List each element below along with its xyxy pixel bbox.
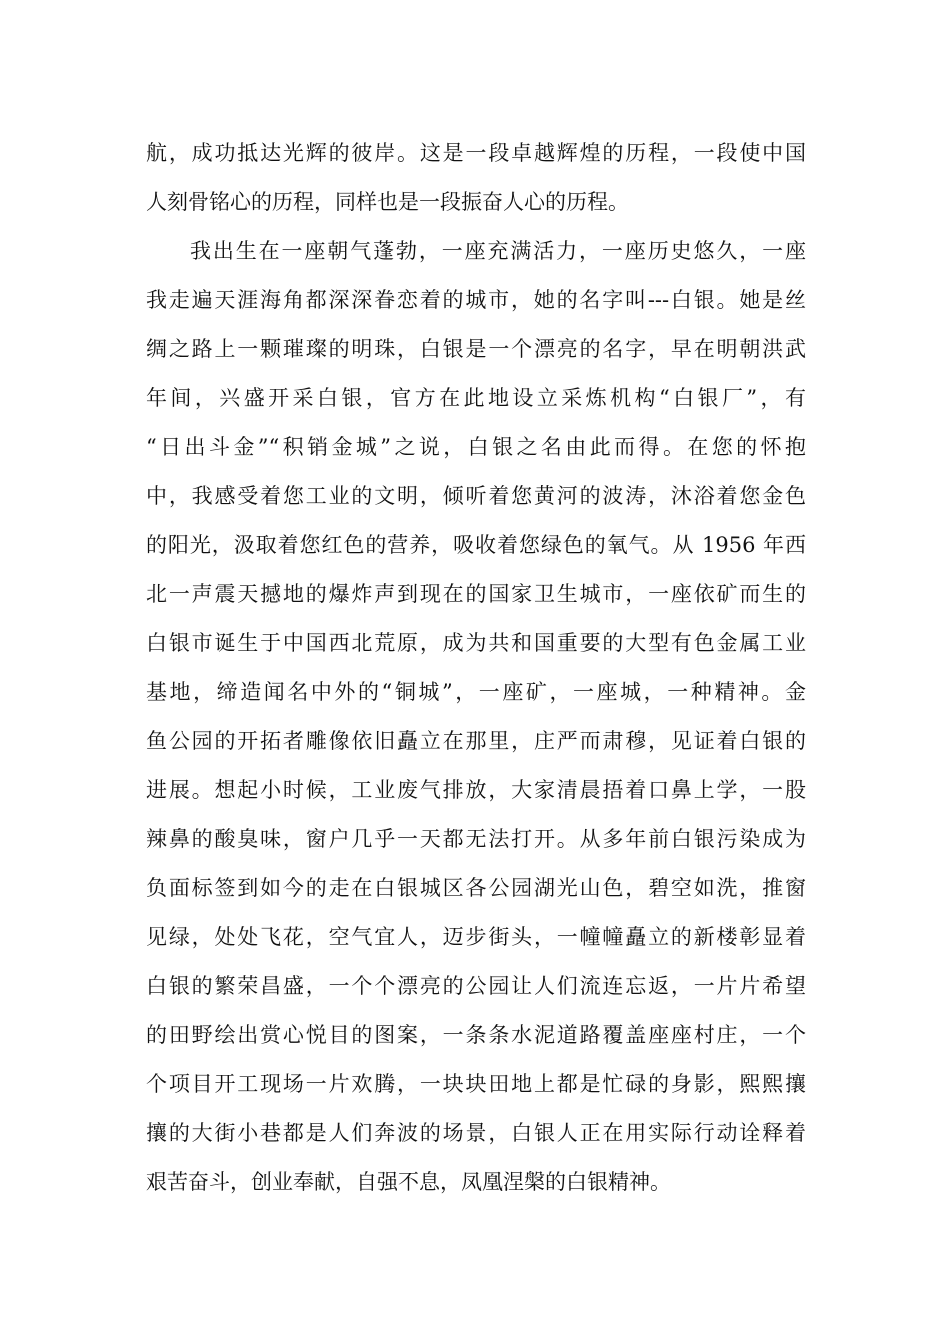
paragraph-2 — [146, 227, 806, 1207]
text-line: 中，我感受着您工业的文明，倾听着您黄河的波涛，沐浴着您金色 — [146, 484, 806, 508]
text-line: 艰苦奋斗，创业奉献，自强不息，凤凰涅槃的白银精神。 — [146, 1170, 671, 1194]
text-line: 见绿，处处飞花，空气宜人，迈步街头，一幢幢矗立的新楼彰显着 — [146, 925, 806, 949]
text-line: 白银市诞生于中国西北荒原，成为共和国重要的大型有色金属工业 — [146, 631, 806, 655]
text-line: 负面标签到如今的走在白银城区各公园湖光山色，碧空如洗，推窗 — [146, 876, 806, 900]
text-line: 白银的繁荣昌盛，一个个漂亮的公园让人们流连忘返，一片片希望 — [146, 974, 806, 998]
text-line: “日出斗金”“积销金城”之说，白银之名由此而得。在您的怀抱 — [146, 435, 806, 459]
text-line: 个项目开工现场一片欢腾，一块块田地上都是忙碌的身影，熙熙攘 — [146, 1072, 806, 1096]
text-line: 的阳光，汲取着您红色的营养，吸收着您绿色的氧气。从 1956 年西 — [146, 533, 806, 557]
text-line: 年间，兴盛开采白银，官方在此地设立采炼机构“白银厂”，有 — [146, 386, 806, 410]
text-line: 航，成功抵达光辉的彼岸。这是一段卓越辉煌的历程，一段使中国 — [146, 141, 806, 165]
text-line: 辣鼻的酸臭味，窗户几乎一天都无法打开。从多年前白银污染成为 — [146, 827, 806, 851]
text-line: 人刻骨铭心的历程，同样也是一段振奋人心的历程。 — [146, 190, 629, 214]
paragraph-1 — [146, 129, 806, 227]
text-line: 基地，缔造闻名中外的“铜城”，一座矿，一座城，一种精神。金 — [146, 680, 806, 704]
text-line: 我出生在一座朝气蓬勃，一座充满活力，一座历史悠久，一座 — [190, 239, 806, 263]
text-line: 北一声震天撼地的爆炸声到现在的国家卫生城市，一座依矿而生的 — [146, 582, 806, 606]
text-line: 我走遍天涯海角都深深眷恋着的城市，她的名字叫---白银。她是丝 — [146, 288, 806, 312]
text-line: 鱼公园的开拓者雕像依旧矗立在那里，庄严而肃穆，见证着白银的 — [146, 729, 806, 753]
text-line: 绸之路上一颗璀璨的明珠，白银是一个漂亮的名字，早在明朝洪武 — [146, 337, 806, 361]
text-line: 的田野绘出赏心悦目的图案，一条条水泥道路覆盖座座村庄，一个 — [146, 1023, 806, 1047]
text-line: 进展。想起小时候，工业废气排放，大家清晨捂着口鼻上学，一股 — [146, 778, 806, 802]
text-line: 攘的大街小巷都是人们奔波的场景，白银人正在用实际行动诠释着 — [146, 1121, 806, 1145]
body-text — [146, 129, 806, 1207]
